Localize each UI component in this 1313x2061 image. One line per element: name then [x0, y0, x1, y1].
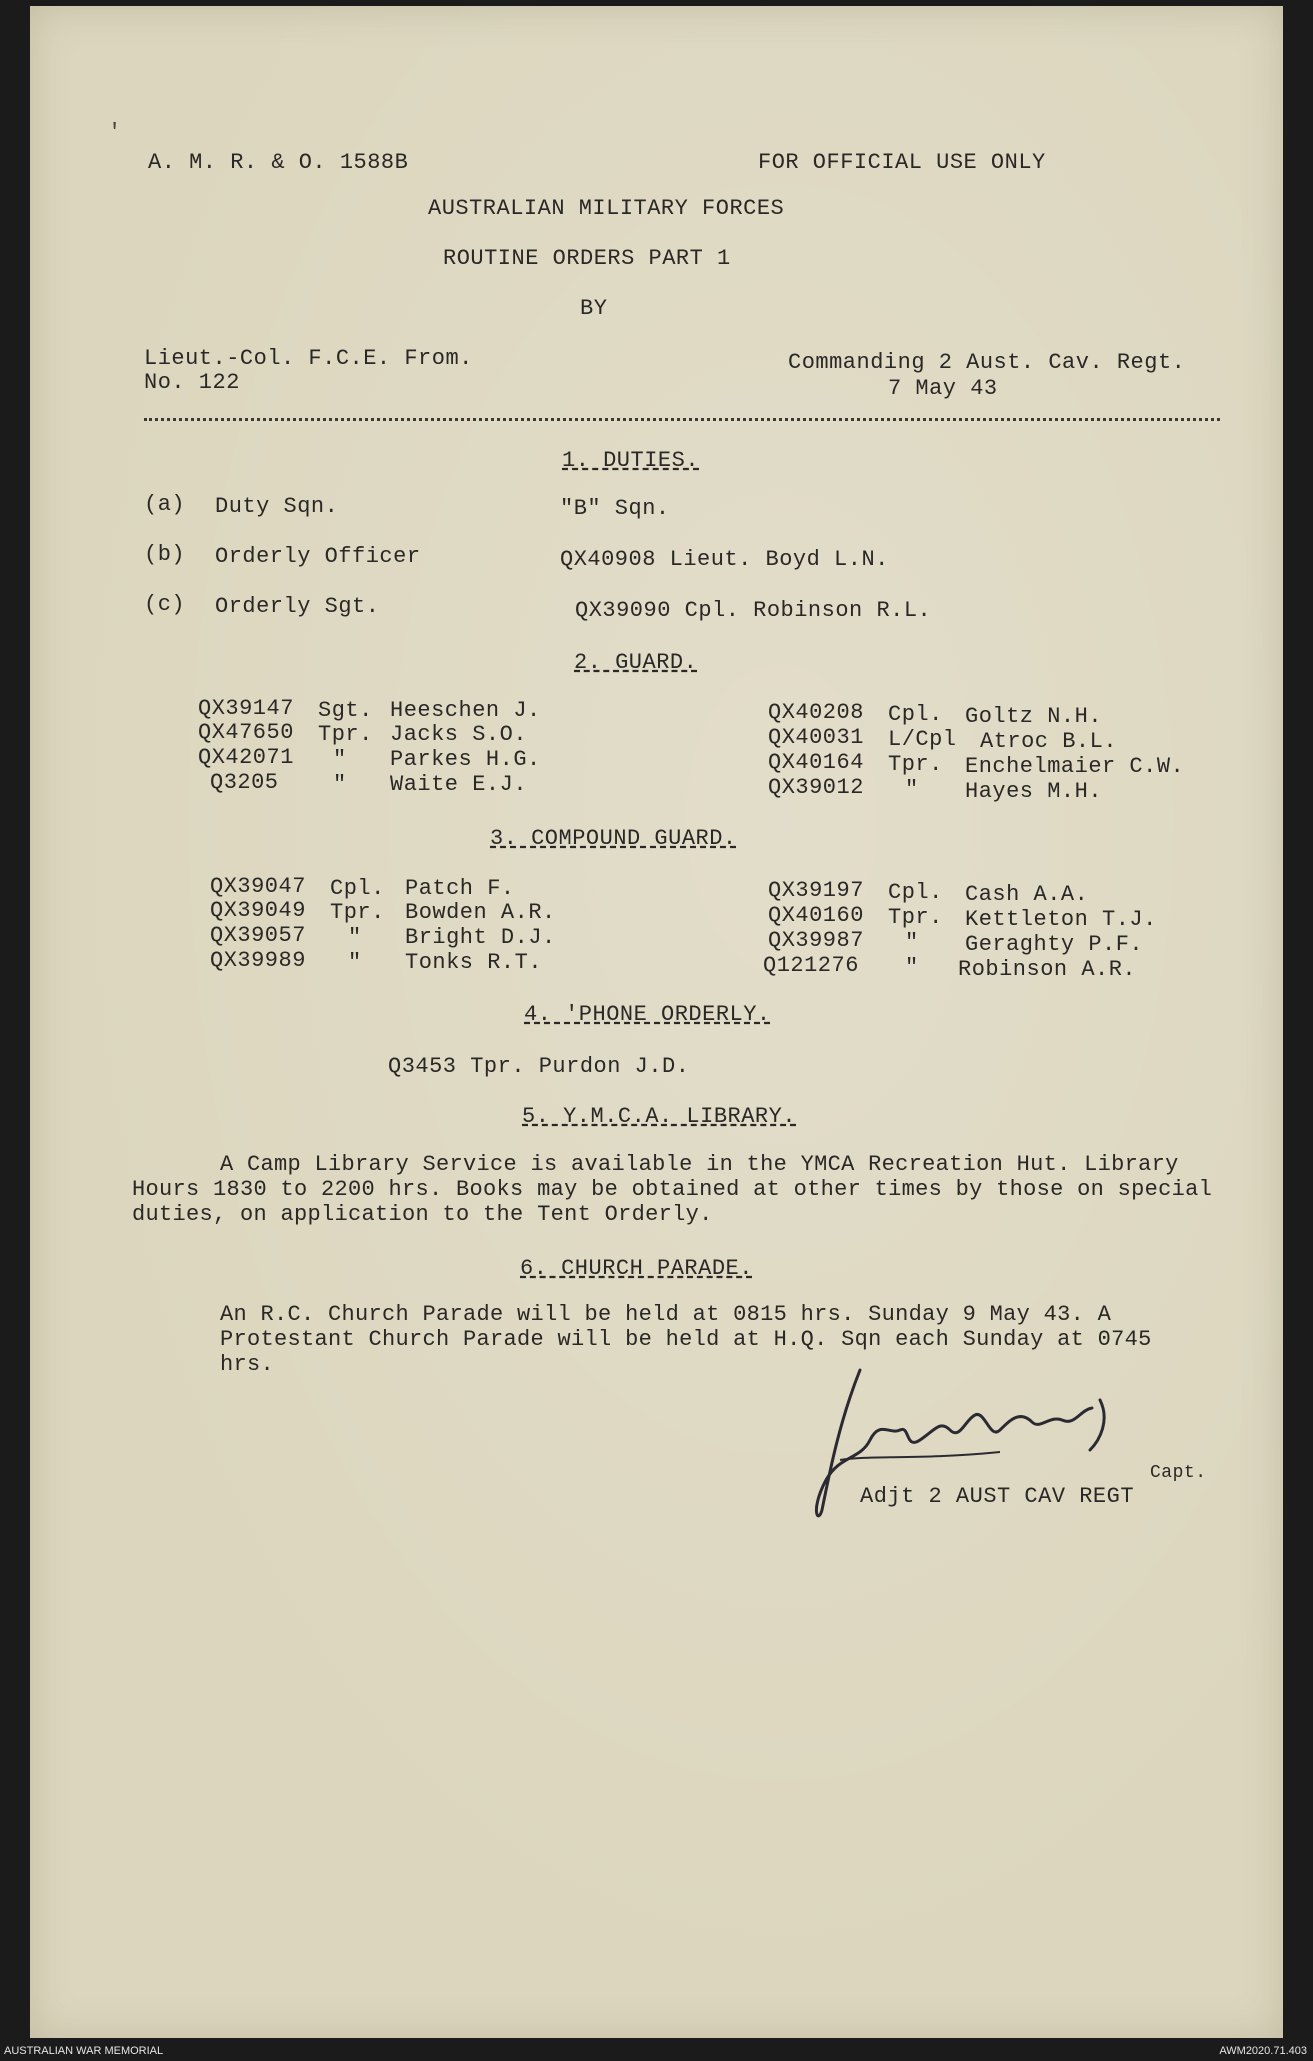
guard-number: QX40208 [768, 700, 864, 725]
guard-rank: Sgt. [318, 698, 373, 723]
duty-key: (b) [144, 542, 186, 567]
document-title: ROUTINE ORDERS PART 1 [443, 246, 731, 271]
classification-label: FOR OFFICIAL USE ONLY [758, 150, 1046, 175]
guard-number: QX40164 [768, 750, 864, 775]
guard-rank: " [905, 955, 919, 980]
guard-rank: Tpr. [318, 722, 373, 747]
church-parade-notice: An R.C. Church Parade will be held at 0815 hrs. Sunday 9 May 43. A Protestant Church Parade will be held at H.Q. Sqn each Sunday at 0745 hrs. [220, 1302, 1152, 1377]
guard-name: Tonks R.T. [405, 950, 543, 975]
header-divider [144, 418, 1220, 421]
guard-name: Jacks S.O. [390, 722, 528, 747]
guard-rank: L/Cpl [888, 727, 957, 752]
guard-number: QX39057 [210, 923, 306, 948]
guard-name: Bowden A.R. [405, 900, 556, 925]
guard-name: Goltz N.H. [965, 704, 1103, 729]
section-heading-library: 5. Y.M.C.A. LIBRARY. [522, 1104, 797, 1129]
guard-number: Q3205 [210, 770, 279, 795]
guard-rank: Cpl. [888, 702, 943, 727]
phone-orderly-entry: Q3453 Tpr. Purdon J.D. [388, 1054, 690, 1079]
guard-rank: " [348, 950, 362, 975]
command-line: Commanding 2 Aust. Cav. Regt. [788, 350, 1186, 375]
guard-name: Waite E.J. [390, 772, 528, 797]
guard-rank: " [905, 930, 919, 955]
duty-label: Duty Sqn. [215, 494, 339, 519]
duty-value: "B" Sqn. [560, 496, 670, 521]
section-heading-compound-guard: 3. COMPOUND GUARD. [490, 826, 737, 851]
guard-name: Heeschen J. [390, 698, 541, 723]
guard-number: QX39989 [210, 948, 306, 973]
guard-rank: " [333, 772, 347, 797]
guard-number: QX39147 [198, 696, 294, 721]
guard-number: QX39197 [768, 878, 864, 903]
archive-credit: AUSTRALIAN WAR MEMORIAL [4, 2045, 164, 2057]
guard-name: Robinson A.R. [958, 957, 1137, 982]
guard-name: Bright D.J. [405, 925, 556, 950]
guard-number: QX40160 [768, 903, 864, 928]
force-title: AUSTRALIAN MILITARY FORCES [428, 196, 785, 221]
guard-rank: Tpr. [888, 905, 943, 930]
guard-name: Geraghty P.F. [965, 932, 1144, 957]
guard-number: QX39049 [210, 898, 306, 923]
guard-name: Atroc B.L. [980, 729, 1118, 754]
guard-rank: Tpr. [888, 752, 943, 777]
guard-name: Patch F. [405, 876, 515, 901]
signatory-rank: Capt. [1150, 1463, 1207, 1483]
duty-key: (a) [144, 492, 186, 517]
document-reference: A. M. R. & O. 1588B [148, 150, 409, 175]
order-number: No. 122 [144, 370, 240, 395]
issuing-officer: Lieut.-Col. F.C.E. From. [144, 346, 473, 371]
guard-rank: Cpl. [888, 880, 943, 905]
guard-number: Q121276 [763, 953, 859, 978]
guard-name: Hayes M.H. [965, 779, 1103, 804]
signatory-position: Adjt 2 AUST CAV REGT [860, 1484, 1135, 1509]
guard-rank: " [348, 925, 362, 950]
guard-name: Parkes H.G. [390, 747, 541, 772]
guard-number: QX39012 [768, 775, 864, 800]
order-date: 7 May 43 [888, 376, 998, 401]
section-heading-phone-orderly: 4. 'PHONE ORDERLY. [524, 1002, 771, 1027]
guard-name: Kettleton T.J. [965, 907, 1157, 932]
archive-reference: AWM2020.71.403 [1219, 2045, 1307, 2057]
duty-key: (c) [144, 592, 186, 617]
guard-rank: Tpr. [330, 900, 385, 925]
duty-value: QX40908 Lieut. Boyd L.N. [560, 547, 889, 572]
guard-number: QX47650 [198, 720, 294, 745]
guard-number: QX39987 [768, 928, 864, 953]
guard-rank: " [905, 777, 919, 802]
library-notice: A Camp Library Service is available in the YMCA Recreation Hut. Library Hours 1830 to 2200 hrs. Books may be obtained at other times by those on special duties, on application to the Tent Orderly. [132, 1152, 1213, 1227]
guard-number: QX40031 [768, 725, 864, 750]
by-label: BY [580, 296, 608, 321]
guard-name: Enchelmaier C.W. [965, 754, 1185, 779]
margin-mark: ' [108, 120, 122, 145]
section-heading-guard: 2. GUARD. [574, 650, 698, 675]
guard-rank: Cpl. [330, 876, 385, 901]
duty-label: Orderly Officer [215, 544, 421, 569]
guard-number: QX42071 [198, 745, 294, 770]
guard-name: Cash A.A. [965, 882, 1089, 907]
guard-number: QX39047 [210, 874, 306, 899]
duty-value: QX39090 Cpl. Robinson R.L. [575, 598, 932, 623]
section-heading-duties: 1. DUTIES. [562, 448, 700, 473]
section-heading-church-parade: 6. CHURCH PARADE. [520, 1256, 753, 1281]
duty-label: Orderly Sgt. [215, 594, 380, 619]
guard-rank: " [333, 747, 347, 772]
